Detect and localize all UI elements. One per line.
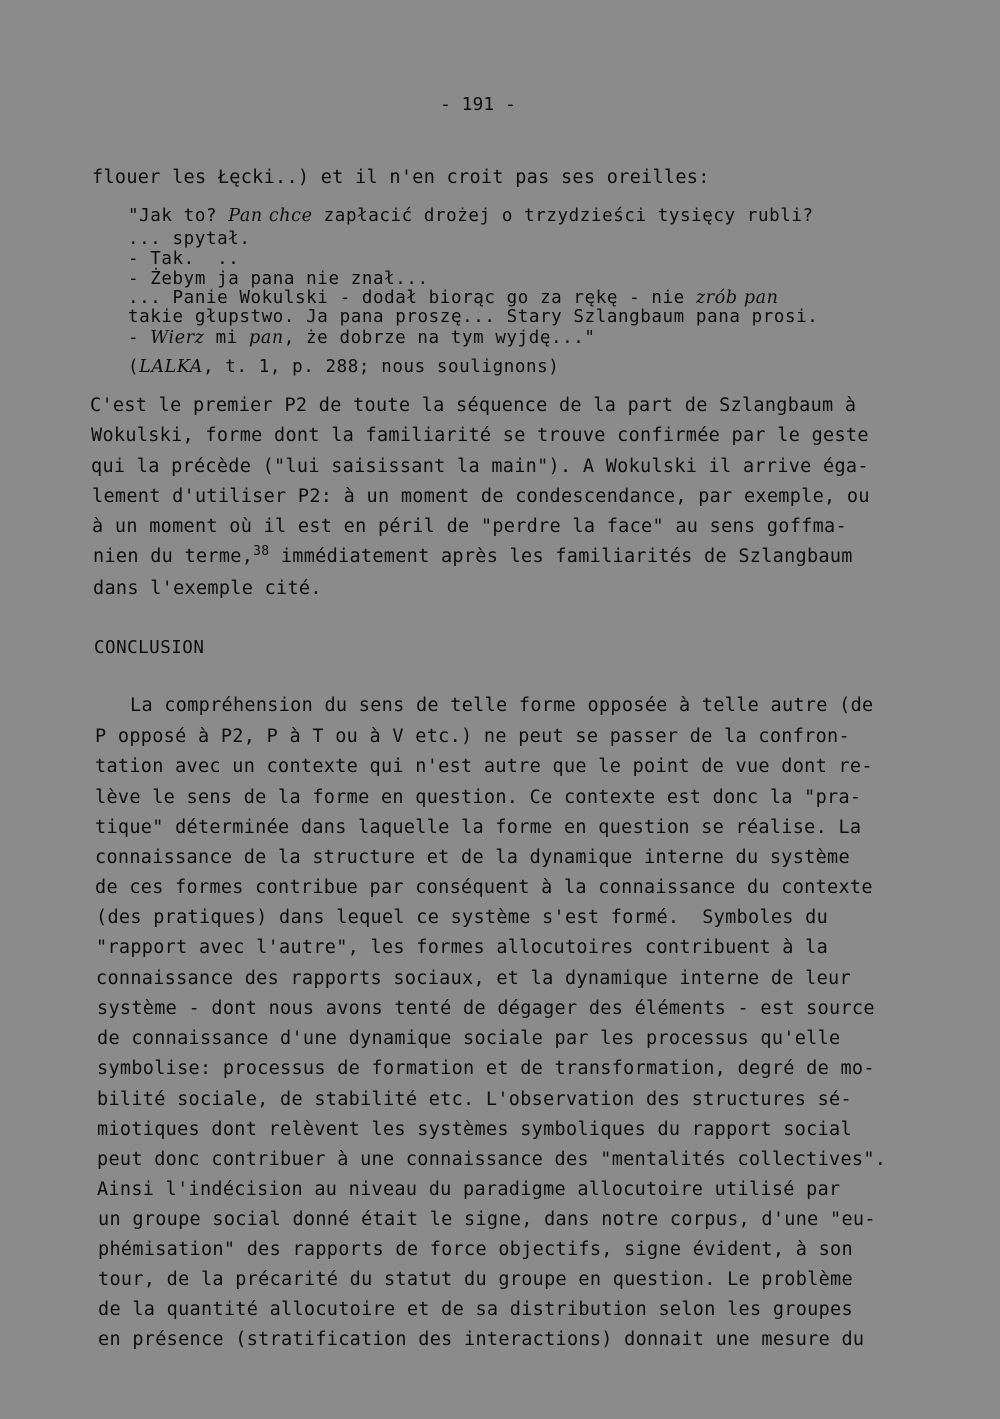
paragraph-line: de ces formes contribue par conséquent à la connaissance du contexte bbox=[95, 877, 873, 898]
paragraph-line: un groupe social donné était le signe, dans notre corpus, d'une "eu- bbox=[98, 1209, 876, 1230]
paragraph-line: tique" déterminée dans laquelle la forme en question se réalise. La bbox=[95, 817, 862, 838]
paragraph-line: dans l'exemple cité. bbox=[93, 578, 322, 599]
paragraph-line: Wokulski, forme dont la familiarité se trouve confirmée par le geste bbox=[91, 425, 869, 446]
quote-line bbox=[128, 205, 814, 227]
quote-text: - bbox=[128, 328, 151, 348]
quote-text: "Jak to? bbox=[128, 206, 229, 226]
quote-emphasis: pan bbox=[249, 328, 284, 348]
quote-emphasis: Pan chce bbox=[228, 206, 313, 226]
paragraph-line: système - dont nous avons tenté de dégager des éléments - est source bbox=[97, 998, 875, 1019]
paragraph-text: immédiatement après les familiarités de Szlangbaum bbox=[269, 546, 853, 567]
quote-text: mi bbox=[204, 328, 250, 348]
quote-line: ... spytał. bbox=[128, 229, 251, 249]
paragraph-line: La compréhension du sens de telle forme opposée à telle autre (de bbox=[130, 695, 874, 716]
source-title: LALKA bbox=[139, 357, 204, 377]
paragraph-line: lement d'utiliser P2: à un moment de condescendance, par exemple, ou bbox=[92, 486, 870, 507]
quote-text: , że dobrze na tym wyjdę..." bbox=[283, 328, 596, 348]
paragraph-line: Ainsi l'indécision au niveau du paradigme allocutoire utilisé par bbox=[97, 1179, 841, 1200]
quote-emphasis: Wierz bbox=[150, 328, 205, 348]
section-heading: CONCLUSION bbox=[94, 638, 205, 658]
source-text: ( bbox=[128, 357, 140, 377]
intro-line: flouer les Łęcki..) et il n'en croit pas ses oreilles: bbox=[92, 167, 710, 188]
paragraph-line: de connaissance d'une dynamique sociale par les processus qu'elle bbox=[97, 1028, 841, 1049]
paragraph-line: phémisation" des rapports de force objectifs, signe évident, à son bbox=[98, 1239, 853, 1260]
quote-text: zapłacić drożej o trzydzieści tysięcy rubli? bbox=[312, 206, 814, 226]
paragraph-line: P opposé à P2, P à T ou à V etc.) ne peut se passer de la confron- bbox=[95, 726, 850, 747]
paragraph-line: "rapport avec l'autre", les formes allocutoires contribuent à la bbox=[96, 937, 829, 958]
paragraph-line: tation avec un contexte qui n'est autre que le point de vue dont re- bbox=[95, 756, 873, 777]
paragraph-line: à un moment où il est en péril de "perdre la face" au sens goffma- bbox=[92, 516, 847, 537]
quote-line: takie głupstwo. Ja pana proszę... Stary Szlangbaum pana prosi. bbox=[128, 307, 819, 327]
footnote-reference: 38 bbox=[253, 543, 270, 559]
quote-line bbox=[128, 327, 596, 349]
quote-emphasis: zrób pan bbox=[695, 288, 779, 308]
paragraph-line: lève le sens de la forme en question. Ce contexte est donc la "pra- bbox=[95, 787, 862, 808]
page-number: - 191 - bbox=[440, 94, 516, 115]
paragraph-line: connaissance de la structure et de la dynamique interne du système bbox=[95, 847, 850, 868]
paragraph-line: C'est le premier P2 de toute la séquence de la part de Szlangbaum à bbox=[90, 395, 857, 416]
paragraph-line: (des pratiques) dans lequel ce système s'est formé. Symboles du bbox=[96, 907, 829, 928]
paragraph-line: miotiques dont relèvent les systèmes symboliques du rapport social bbox=[97, 1119, 852, 1140]
paragraph-line: bilité sociale, de stabilité etc. L'observation des structures sé- bbox=[97, 1089, 852, 1110]
paragraph-line: peut donc contribuer à une connaissance des "mentalités collectives". bbox=[97, 1149, 887, 1170]
paragraph-line: tour, de la précarité du statut du groupe en question. Le problème bbox=[98, 1269, 853, 1290]
paragraph-line: connaissance des rapports sociaux, et la dynamique interne de leur bbox=[96, 968, 851, 989]
paragraph-line bbox=[93, 543, 853, 568]
quote-line: - Żebym ja pana nie znał... bbox=[128, 269, 429, 289]
paragraph-text: nien du terme, bbox=[93, 546, 254, 567]
paragraph-line: de la quantité allocutoire et de sa distribution selon les groupes bbox=[98, 1299, 853, 1320]
quote-line: - Tak. .. bbox=[128, 249, 240, 269]
source-text: , t. 1, p. 288; nous soulignons) bbox=[203, 357, 560, 377]
paragraph-line: en présence (stratification des interactions) donnait une mesure du bbox=[98, 1329, 865, 1350]
paragraph-line: symbolise: processus de formation et de transformation, degré de mo- bbox=[97, 1058, 875, 1079]
quote-source bbox=[128, 356, 559, 378]
paragraph-line: qui la précède ("lui saisissant la main"). A Wokulski il arrive éga- bbox=[91, 456, 869, 477]
quote-text: ... Panie Wokulski - dodał biorąc go za rękę - nie bbox=[128, 288, 696, 308]
